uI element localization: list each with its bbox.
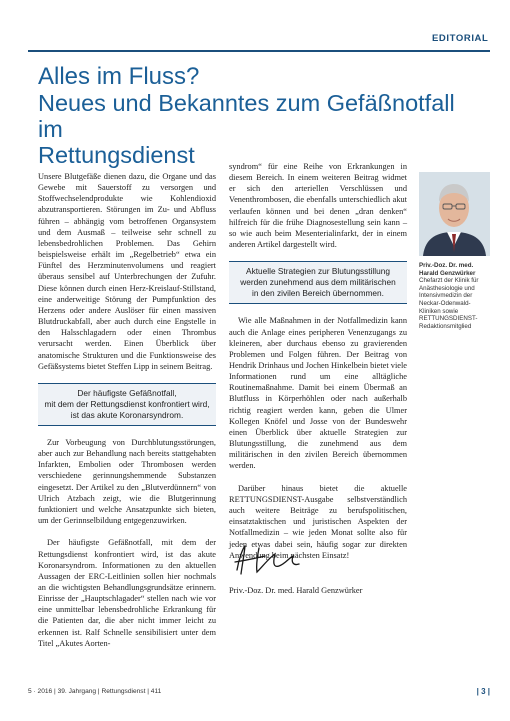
article-title [38,64,478,168]
pull-quote-line: ist das akute Koronarsyndrom. [70,409,184,420]
title-line-3: Rettungsdienst [38,142,195,168]
caption-line: Intensivmedizin der [419,292,473,300]
title-line-1: Alles im Fluss? [38,63,200,90]
column-right [229,161,407,572]
paragraph: Darüber hinaus bietet die aktuelle RETTUNGSDIENST-Ausgabe selbstverständlich auch weitere Beiträge zu berufspolitischen, einsatztaktischen und juristischen Aspekten der Notfallmedizin – wie jeden Monat sollte also für jeden etwas dabei sein, häufig sogar zur direkten Anwendung beim nächsten Einsatz! [229,483,407,560]
author-name: Harald Genzwürker [419,269,476,277]
paragraph: Zur Vorbeugung von Durchblutungsstörungen, aber auch zur Behandlung nach bereits stattgehabten Infarkten, Embolien oder Thrombosen werden verschiedene gerinnungshemmende Substanzen eingesetzt. Der Artikel zu den „Blutverdünnern“ von Ulrich Atzbach zeigt, wie die Blutgerinnung funktioniert und welche Ansatzpunkte sich bieten, um der Gerinnselbildung entgegenzuwirken. [38,437,216,526]
author-caption [419,262,499,330]
caption-line: Kliniken sowie [419,307,459,315]
author-signoff: Priv.-Doz. Dr. med. Harald Genzwürker [229,586,363,595]
header-rule [28,50,490,52]
paragraph: Wie alle Maßnahmen in der Notfallmedizin kann auch die Anlage eines peripheren Venenzugangs zu kleineren, aber durchaus ebenso zu gravierenden Problemen und Folgen führen. Der Beitrag von Hendrik Drinhaus und Jochen Hinkelbein bietet viele Informationen rund um eine alltägliche Routinemaßnahme. Damit bei einem Übermaß an Blutfluss in Körperhöhlen oder nach außerhalb richtig reagiert werden kann, geben die Ulmer Kollegen Knöfel und Josse von der Bundeswehr einen Überblick über aktuelle Strategien zur Blutungsstillung, die zunehmend aus dem militärischen in den zivilen Bereich übernommen werden. [229,316,407,471]
portrait-icon [419,172,490,256]
paragraph: Unsere Blutgefäße dienen dazu, die Organe und das Gewebe mit Sauerstoff zu versorgen und Stoffwechselendprodukte wie Kohlendioxid abzutransportieren. Störungen im Zu- und Abfluss führen – abhängig vom betroffenen Organsystem und dem Ausmaß – teilweise sehr schnell zu lebensbedrohlichen Problemen. Das Gehirn beispielsweise erhält im „Regelbetrieb“ etwa ein Fünftel des Herzminutenvolumens und reagiert überaus sensibel auf Unterbrechungen der Zufuhr. Diese können durch einen Herz-Kreislauf-Stillstand, eine anderweitige Störung der Pumpfunktion des Herzens oder andere Auslöser für einen massiven Blutdruckabfall, aber auch durch eine Engstelle in den Halsschlagadern oder einen Thrombus verursacht werden. Einen Überblick über anatomische Strukturen und die Funktionsweise des Gefäßsystems bietet Steffen Lipp in seinem Beitrag. [38,172,216,371]
section-label: EDITORIAL [432,33,489,44]
caption-line: RETTUNGSDIENST- [419,315,478,323]
signature-icon [229,540,329,580]
pull-quote-line: Der häufigste Gefäßnotfall, [77,387,177,398]
caption-line: Redaktionsmitglied [419,322,472,330]
author-name: Priv.-Doz. Dr. med. [419,262,474,269]
pull-quote-line: Aktuelle Strategien zur Blutungsstillung [246,266,390,277]
column-left [38,171,216,660]
caption-line: Anästhesiologie und [419,284,475,292]
pull-quote-line: werden zunehmend aus dem militärischen [240,277,396,288]
caption-line: Neckar-Odenwald- [419,299,471,307]
footer-issue-info: 5 · 2016 | 39. Jahrgang | Rettungsdienst | 411 [28,688,162,695]
pull-quote-line: in den zivilen Bereich übernommen. [252,288,384,299]
paragraph: Der häufigste Gefäßnotfall, mit dem der Rettungsdienst konfrontiert wird, ist das akute Koronarsyndrom. Informationen zu den aktuellen Aussagen der ERC-Leitlinien sollen hier nochmals an die wichtigsten Behandlungsgrundsätze erinnern. Einrisse der „Hauptschlagader“ stellen nach wie vor eine unmittelbar lebensbedrohliche Erkrankung für die Patienten dar, die aber nicht immer leicht zu erkennen ist. Ralf Schnelle sensibilisiert unter dem Titel „Akutes Aorten- [38,538,216,648]
pull-quote [229,261,407,304]
title-line-2: Neues und Bekanntes zum Gefäßnotfall im [38,90,455,142]
pull-quote [38,383,216,426]
pull-quote-line: mit dem der Rettungsdienst konfrontiert wird, [44,398,210,409]
caption-line: Chefarzt der Klinik für [419,277,479,285]
paragraph: syndrom“ für eine Reihe von Erkrankungen in diesem Bereich. In einem weiteren Beitrag widmet er sich den arteriellen Verschlüssen und Venenthrombosen, die ebenfalls unterschiedlich akut verlaufen können und bei denen „dran denken“ hilfreich für die frühe Diagnosestellung sein kann – so wie auch beim Mesenterialinfarkt, der in einem anderen Artikel dargestellt wird. [229,162,407,250]
author-photo [419,172,490,256]
page-number: | 3 | [476,687,490,696]
